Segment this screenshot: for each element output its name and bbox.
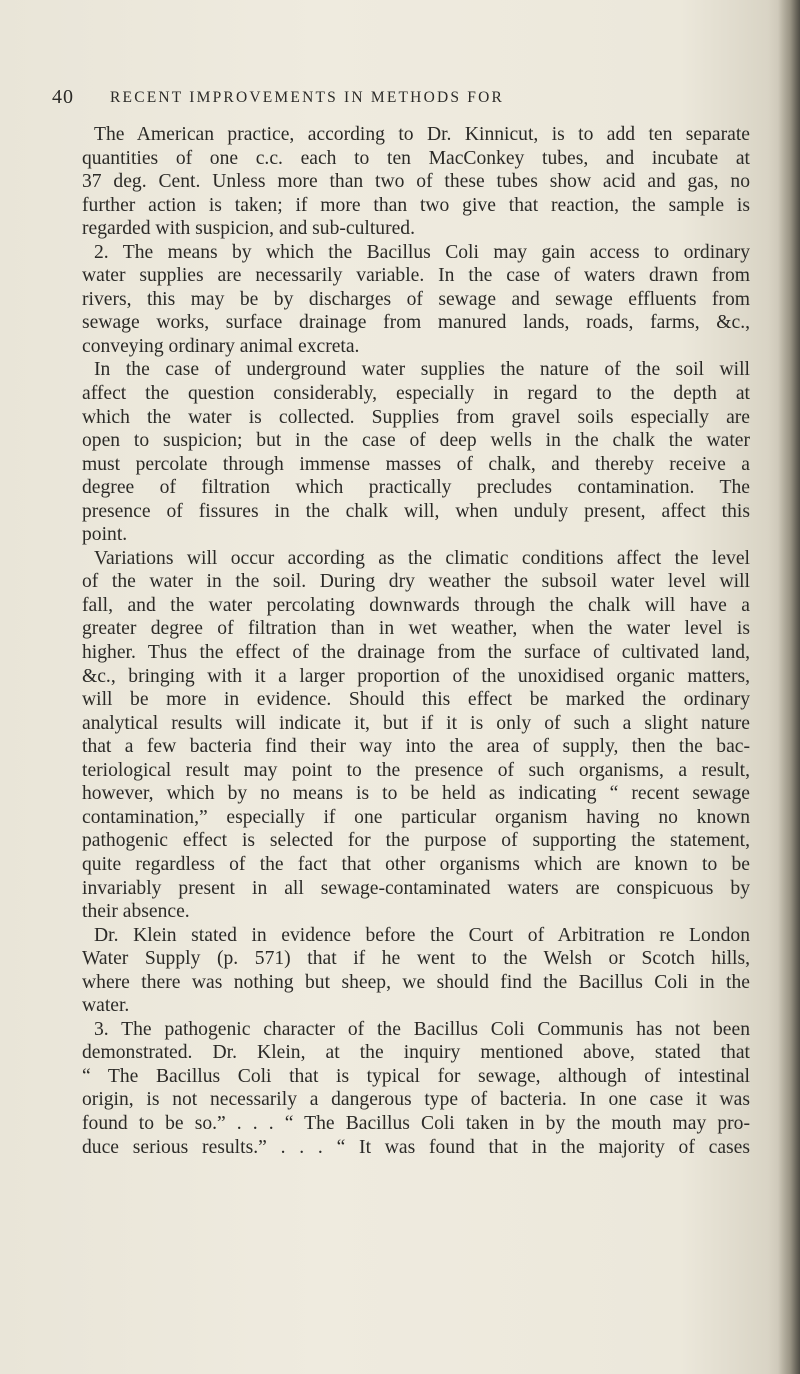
text-line: invariably present in all sewage-contaminated waters are conspicuous by bbox=[82, 877, 750, 899]
text-line: of the water in the soil. During dry weather the subsoil water level will bbox=[82, 571, 750, 593]
text-line: must percolate through immense masses of chalk, and thereby receive a bbox=[82, 453, 750, 475]
text-line: Dr. Klein stated in evidence before the Court of Arbitration re London bbox=[94, 924, 750, 946]
text-line: water. bbox=[82, 995, 130, 1017]
text-line: which the water is collected. Supplies from gravel soils especially are bbox=[82, 406, 750, 428]
text-line: 2. The means by which the Bacillus Coli may gain access to ordinary bbox=[94, 241, 750, 263]
text-line: “ The Bacillus Coli that is typical for sewage, although of intestinal bbox=[82, 1065, 750, 1087]
running-title: RECENT IMPROVEMENTS IN METHODS FOR bbox=[110, 89, 505, 106]
text-line: their absence. bbox=[82, 901, 190, 923]
text-line: Variations will occur according as the climatic conditions affect the level bbox=[94, 547, 750, 569]
body-text bbox=[82, 123, 750, 1159]
text-line: Water Supply (p. 571) that if he went to the Welsh or Scotch hills, bbox=[82, 948, 750, 970]
paragraph bbox=[82, 1018, 750, 1159]
page-number: 40 bbox=[52, 86, 74, 108]
text-line: &c., bringing with it a larger proportion of the unoxidised organic matters, bbox=[82, 665, 750, 687]
text-line: presence of fissures in the chalk will, when unduly present, affect this bbox=[82, 500, 750, 522]
text-line: where there was nothing but sheep, we should find the Bacillus Coli in the bbox=[82, 971, 750, 993]
paragraph bbox=[82, 924, 750, 1018]
text-line: 37 deg. Cent. Unless more than two of these tubes show acid and gas, no bbox=[82, 171, 750, 193]
text-line: sewage works, surface drainage from manured lands, roads, farms, &c., bbox=[82, 312, 750, 334]
paragraph bbox=[82, 123, 750, 241]
text-line: point. bbox=[82, 524, 128, 546]
text-line: origin, is not necessarily a dangerous type of bacteria. In one case it was bbox=[82, 1089, 750, 1111]
text-line: higher. Thus the effect of the drainage from the surface of cultivated land, bbox=[82, 642, 750, 664]
text-line: degree of filtration which practically precludes contamination. The bbox=[82, 477, 750, 499]
running-head bbox=[52, 86, 752, 116]
text-line: quantities of one c.c. each to ten MacConkey tubes, and incubate at bbox=[82, 147, 750, 169]
text-line: In the case of underground water supplies the nature of the soil will bbox=[94, 359, 750, 381]
text-line: fall, and the water percolating downwards through the chalk will have a bbox=[82, 594, 750, 616]
text-line: affect the question considerably, especially in regard to the depth at bbox=[82, 383, 750, 405]
text-line: further action is taken; if more than two give that reaction, the sample is bbox=[82, 194, 750, 216]
text-line: rivers, this may be by discharges of sewage and sewage effluents from bbox=[82, 288, 750, 310]
paragraph bbox=[82, 358, 750, 546]
text-line: found to be so.” . . . “ The Bacillus Coli taken in by the mouth may pro- bbox=[82, 1112, 750, 1134]
text-line: open to suspicion; but in the case of deep wells in the chalk the water bbox=[82, 430, 750, 452]
text-line: duce serious results.” . . . “ It was found that in the majority of cases bbox=[82, 1136, 750, 1158]
text-line: The American practice, according to Dr. Kinnicut, is to add ten separate bbox=[94, 124, 750, 145]
page-edge-shadow bbox=[778, 0, 800, 1374]
paragraph bbox=[82, 547, 750, 924]
text-line: teriological result may point to the presence of such organisms, a result, bbox=[82, 759, 750, 781]
text-line: analytical results will indicate it, but if it is only of such a slight nature bbox=[82, 712, 750, 734]
text-line: pathogenic effect is selected for the purpose of supporting the statement, bbox=[82, 830, 750, 852]
text-line: greater degree of filtration than in wet weather, when the water level is bbox=[82, 618, 750, 640]
text-line: 3. The pathogenic character of the Bacillus Coli Communis has not been bbox=[94, 1018, 750, 1040]
text-line: quite regardless of the fact that other organisms which are known to be bbox=[82, 853, 750, 875]
text-line: that a few bacteria find their way into the area of supply, then the bac- bbox=[82, 736, 750, 758]
text-line: regarded with suspicion, and sub-cultured. bbox=[82, 218, 416, 240]
text-line: conveying ordinary animal excreta. bbox=[82, 335, 360, 357]
paragraph bbox=[82, 241, 750, 359]
text-line: contamination,” especially if one particular organism having no known bbox=[82, 806, 750, 828]
text-line: will be more in evidence. Should this effect be marked the ordinary bbox=[82, 689, 750, 711]
text-line: however, which by no means is to be held as indicating “ recent sewage bbox=[82, 783, 750, 805]
text-line: demonstrated. Dr. Klein, at the inquiry mentioned above, stated that bbox=[82, 1042, 750, 1064]
text-line: water supplies are necessarily variable. In the case of waters drawn from bbox=[82, 265, 750, 287]
